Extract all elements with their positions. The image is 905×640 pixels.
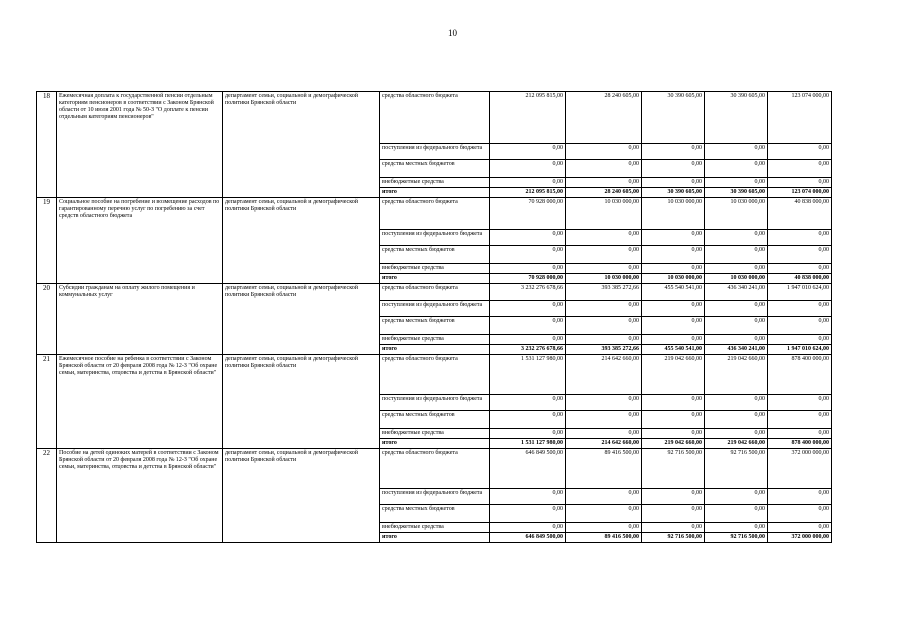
amount-cell: 878 400 000,00: [768, 355, 832, 395]
amount-cell: 0,00: [566, 246, 642, 264]
amount-cell: 92 716 500,00: [642, 449, 705, 489]
funding-source: внебюджетные средства: [380, 429, 490, 439]
funding-source: внебюджетные средства: [380, 523, 490, 533]
amount-cell: 0,00: [705, 144, 768, 160]
funding-source: средства областного бюджета: [380, 284, 490, 301]
amount-cell: 219 042 660,00: [642, 355, 705, 395]
table-row: [37, 355, 832, 395]
total-amount: 28 240 605,00: [566, 188, 642, 198]
total-amount: 878 400 000,00: [768, 439, 832, 449]
amount-cell: 0,00: [705, 429, 768, 439]
amount-cell: 0,00: [490, 335, 566, 345]
amount-cell: 0,00: [642, 301, 705, 317]
amount-cell: 0,00: [768, 335, 832, 345]
amount-cell: 0,00: [566, 395, 642, 411]
amount-cell: 28 240 605,00: [566, 92, 642, 144]
amount-cell: 0,00: [768, 505, 832, 523]
total-label: итого: [380, 188, 490, 198]
amount-cell: 89 416 500,00: [566, 449, 642, 489]
amount-cell: 30 390 605,00: [705, 92, 768, 144]
executor: департамент семьи, социальной и демографической политики Брянской области: [223, 355, 380, 449]
amount-cell: 10 030 000,00: [642, 198, 705, 230]
amount-cell: 0,00: [705, 411, 768, 429]
amount-cell: 0,00: [566, 264, 642, 274]
total-amount: 123 074 000,00: [768, 188, 832, 198]
amount-cell: 0,00: [642, 429, 705, 439]
amount-cell: 0,00: [566, 489, 642, 505]
amount-cell: 0,00: [642, 178, 705, 188]
amount-cell: 0,00: [490, 246, 566, 264]
funding-source: внебюджетные средства: [380, 178, 490, 188]
amount-cell: 0,00: [705, 301, 768, 317]
amount-cell: 0,00: [566, 523, 642, 533]
amount-cell: 0,00: [490, 230, 566, 246]
funding-source: поступления из федерального бюджета: [380, 301, 490, 317]
amount-cell: 0,00: [566, 230, 642, 246]
amount-cell: 0,00: [705, 335, 768, 345]
amount-cell: 0,00: [768, 246, 832, 264]
funding-source: поступления из федерального бюджета: [380, 489, 490, 505]
executor: департамент семьи, социальной и демографической политики Брянской области: [223, 198, 380, 284]
amount-cell: 0,00: [642, 144, 705, 160]
amount-cell: 0,00: [490, 144, 566, 160]
amount-cell: 0,00: [768, 489, 832, 505]
amount-cell: 0,00: [566, 335, 642, 345]
total-amount: 3 232 276 678,66: [490, 345, 566, 355]
amount-cell: 70 928 000,00: [490, 198, 566, 230]
amount-cell: 10 030 000,00: [705, 198, 768, 230]
table-row: [37, 284, 832, 301]
funding-source: поступления из федерального бюджета: [380, 230, 490, 246]
amount-cell: 0,00: [768, 395, 832, 411]
amount-cell: 0,00: [768, 411, 832, 429]
total-amount: 436 340 241,00: [705, 345, 768, 355]
amount-cell: 0,00: [705, 505, 768, 523]
table-row: [37, 92, 832, 144]
executor: департамент семьи, социальной и демографической политики Брянской области: [223, 284, 380, 355]
amount-cell: 0,00: [768, 178, 832, 188]
total-amount: 92 716 500,00: [705, 533, 768, 543]
amount-cell: 0,00: [642, 411, 705, 429]
amount-cell: 455 540 541,00: [642, 284, 705, 301]
amount-cell: 436 340 241,00: [705, 284, 768, 301]
amount-cell: 0,00: [705, 264, 768, 274]
amount-cell: 0,00: [768, 144, 832, 160]
page-number: 10: [448, 28, 457, 38]
amount-cell: 0,00: [705, 395, 768, 411]
funding-source: внебюджетные средства: [380, 264, 490, 274]
total-amount: 40 838 000,00: [768, 274, 832, 284]
amount-cell: 92 716 500,00: [705, 449, 768, 489]
funding-source: средства областного бюджета: [380, 355, 490, 395]
measure-name: Ежемесячное пособие на ребенка в соответствии с Законом Брянской области от 20 февраля 2008 года № 12-З "Об охране семьи, материнства, отцовства и детства в Брянской области": [57, 355, 223, 449]
amount-cell: 0,00: [642, 264, 705, 274]
total-label: итого: [380, 439, 490, 449]
amount-cell: 0,00: [566, 144, 642, 160]
amount-cell: 0,00: [705, 160, 768, 178]
amount-cell: 0,00: [642, 395, 705, 411]
funding-source: средства местных бюджетов: [380, 411, 490, 429]
amount-cell: 40 838 000,00: [768, 198, 832, 230]
total-amount: 70 928 000,00: [490, 274, 566, 284]
amount-cell: 3 232 276 678,66: [490, 284, 566, 301]
amount-cell: 0,00: [705, 523, 768, 533]
total-label: итого: [380, 274, 490, 284]
amount-cell: 0,00: [490, 429, 566, 439]
amount-cell: 0,00: [490, 317, 566, 335]
entry-number: 22: [37, 449, 57, 543]
total-amount: 30 390 605,00: [705, 188, 768, 198]
entry-number: 20: [37, 284, 57, 355]
total-amount: 10 030 000,00: [705, 274, 768, 284]
executor: департамент семьи, социальной и демографической политики Брянской области: [223, 92, 380, 198]
funding-source: средства местных бюджетов: [380, 246, 490, 264]
amount-cell: 0,00: [566, 178, 642, 188]
amount-cell: 0,00: [768, 429, 832, 439]
funding-source: средства местных бюджетов: [380, 505, 490, 523]
amount-cell: 0,00: [642, 505, 705, 523]
amount-cell: 646 849 500,00: [490, 449, 566, 489]
amount-cell: 10 030 000,00: [566, 198, 642, 230]
amount-cell: 0,00: [768, 301, 832, 317]
total-amount: 646 849 500,00: [490, 533, 566, 543]
amount-cell: 0,00: [768, 523, 832, 533]
amount-cell: 0,00: [490, 523, 566, 533]
entry-number: 21: [37, 355, 57, 449]
funding-source: средства местных бюджетов: [380, 317, 490, 335]
total-amount: 92 716 500,00: [642, 533, 705, 543]
table-row: [37, 449, 832, 489]
amount-cell: 0,00: [642, 160, 705, 178]
funding-source: поступления из федерального бюджета: [380, 395, 490, 411]
total-label: итого: [380, 345, 490, 355]
amount-cell: 0,00: [768, 317, 832, 335]
table-row: [37, 198, 832, 230]
total-amount: 219 042 660,00: [705, 439, 768, 449]
amount-cell: 0,00: [642, 489, 705, 505]
total-amount: 30 390 605,00: [642, 188, 705, 198]
amount-cell: 30 390 605,00: [642, 92, 705, 144]
amount-cell: 0,00: [642, 523, 705, 533]
amount-cell: 0,00: [566, 317, 642, 335]
amount-cell: 0,00: [642, 230, 705, 246]
amount-cell: 0,00: [490, 411, 566, 429]
amount-cell: 372 000 000,00: [768, 449, 832, 489]
total-amount: 89 416 500,00: [566, 533, 642, 543]
total-amount: 10 030 000,00: [566, 274, 642, 284]
funding-source: средства областного бюджета: [380, 449, 490, 489]
amount-cell: 0,00: [490, 264, 566, 274]
total-amount: 393 385 272,66: [566, 345, 642, 355]
total-amount: 214 642 660,00: [566, 439, 642, 449]
entry-number: 18: [37, 92, 57, 198]
total-amount: 1 531 127 980,00: [490, 439, 566, 449]
amount-cell: 0,00: [768, 264, 832, 274]
amount-cell: 0,00: [566, 505, 642, 523]
funding-source: средства местных бюджетов: [380, 160, 490, 178]
amount-cell: 393 385 272,66: [566, 284, 642, 301]
measure-name: Ежемесячная доплата к государственной пенсии отдельным категориям пенсионеров в соответствии с Законом Брянской области от 10 июля 2001 года № 50-З "О доплате к пенсии отдельным категориям пенсионеров": [57, 92, 223, 198]
amount-cell: 1 947 010 624,00: [768, 284, 832, 301]
amount-cell: 1 531 127 980,00: [490, 355, 566, 395]
amount-cell: 0,00: [768, 230, 832, 246]
amount-cell: 0,00: [705, 230, 768, 246]
amount-cell: 0,00: [705, 317, 768, 335]
total-amount: 372 000 000,00: [768, 533, 832, 543]
amount-cell: 214 642 660,00: [566, 355, 642, 395]
funding-source: поступления из федерального бюджета: [380, 144, 490, 160]
funding-source: внебюджетные средства: [380, 335, 490, 345]
amount-cell: 0,00: [642, 335, 705, 345]
measure-name: Субсидии гражданам на оплату жилого помещения и коммунальных услуг: [57, 284, 223, 355]
amount-cell: 0,00: [705, 246, 768, 264]
funding-source: средства областного бюджета: [380, 198, 490, 230]
amount-cell: 0,00: [566, 301, 642, 317]
amount-cell: 0,00: [566, 429, 642, 439]
amount-cell: 0,00: [490, 489, 566, 505]
amount-cell: 0,00: [566, 160, 642, 178]
amount-cell: 123 074 000,00: [768, 92, 832, 144]
amount-cell: 0,00: [642, 317, 705, 335]
measure-name: Социальное пособие на погребение и возмещение расходов по гарантированному перечню услуг по погребению за счет средств областного бюджета: [57, 198, 223, 284]
amount-cell: 0,00: [490, 505, 566, 523]
amount-cell: 0,00: [490, 301, 566, 317]
entry-number: 19: [37, 198, 57, 284]
amount-cell: 0,00: [642, 246, 705, 264]
amount-cell: 0,00: [768, 160, 832, 178]
total-amount: 10 030 000,00: [642, 274, 705, 284]
amount-cell: 212 095 815,00: [490, 92, 566, 144]
total-amount: 212 095 815,00: [490, 188, 566, 198]
amount-cell: 0,00: [566, 411, 642, 429]
budget-table: [36, 91, 832, 543]
total-amount: 1 947 010 624,00: [768, 345, 832, 355]
total-label: итого: [380, 533, 490, 543]
funding-source: средства областного бюджета: [380, 92, 490, 144]
amount-cell: 219 042 660,00: [705, 355, 768, 395]
total-amount: 455 540 541,00: [642, 345, 705, 355]
amount-cell: 0,00: [705, 489, 768, 505]
executor: департамент семьи, социальной и демографической политики Брянской области: [223, 449, 380, 543]
amount-cell: 0,00: [490, 395, 566, 411]
total-amount: 219 042 660,00: [642, 439, 705, 449]
amount-cell: 0,00: [490, 178, 566, 188]
amount-cell: 0,00: [490, 160, 566, 178]
measure-name: Пособие на детей одиноких матерей в соответствии с Законом Брянской области от 20 февраля 2008 года № 12-З "Об охране семьи, материнства, отцовства и детства в Брянской области": [57, 449, 223, 543]
amount-cell: 0,00: [705, 178, 768, 188]
